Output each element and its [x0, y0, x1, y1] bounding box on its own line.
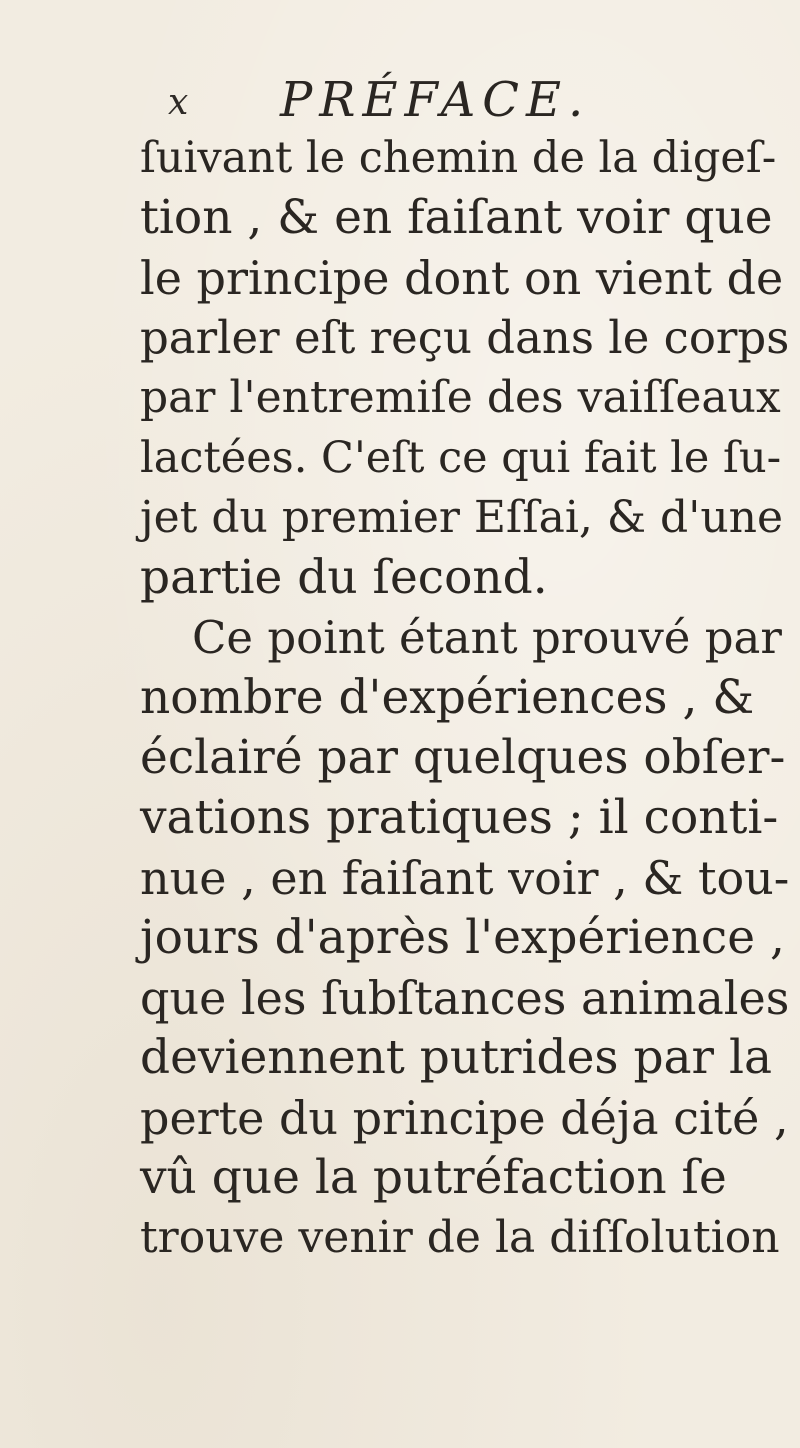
text-line: vations pratiques ; il conti-	[140, 790, 779, 845]
text-line: ſuivant le chemin de la digeſ-	[140, 133, 777, 183]
text-line: parler eſt reçu dans le corps	[140, 311, 790, 364]
text-line: lactées. C'eſt ce qui fait le ſu-	[140, 433, 782, 483]
text-line: par l'entremiſe des vaiſſeaux	[140, 372, 781, 423]
body-text	[140, 128, 790, 1268]
text-line: jet du premier Eſſai, & d'une	[140, 492, 784, 543]
text-line: deviennent putrides par la	[140, 1030, 773, 1085]
text-line: vû que la putréfaction ſe	[140, 1150, 727, 1205]
running-title: PRÉFACE.	[280, 72, 591, 128]
text-line: tion , & en faiſant voir que	[140, 190, 773, 245]
text-line: trouve venir de la diſſolution	[140, 1212, 780, 1263]
text-line: partie du ſecond.	[140, 550, 548, 605]
text-line: éclairé par quelques obſer-	[140, 730, 786, 785]
text-line: que les ſubſtances animales	[140, 971, 790, 1025]
text-line: nombre d'expériences , &	[140, 670, 755, 725]
page-header	[168, 72, 788, 132]
paragraph-start-line: Ce point étant prouvé par	[192, 611, 782, 664]
text-line: le principe dont on vient de	[140, 251, 784, 305]
text-line: jours d'après l'expérience ,	[140, 910, 785, 965]
text-line: nue , en faiſant voir , & tou-	[140, 851, 790, 905]
page-number: x	[168, 82, 189, 123]
text-line: perte du principe déja cité ,	[140, 1091, 789, 1145]
